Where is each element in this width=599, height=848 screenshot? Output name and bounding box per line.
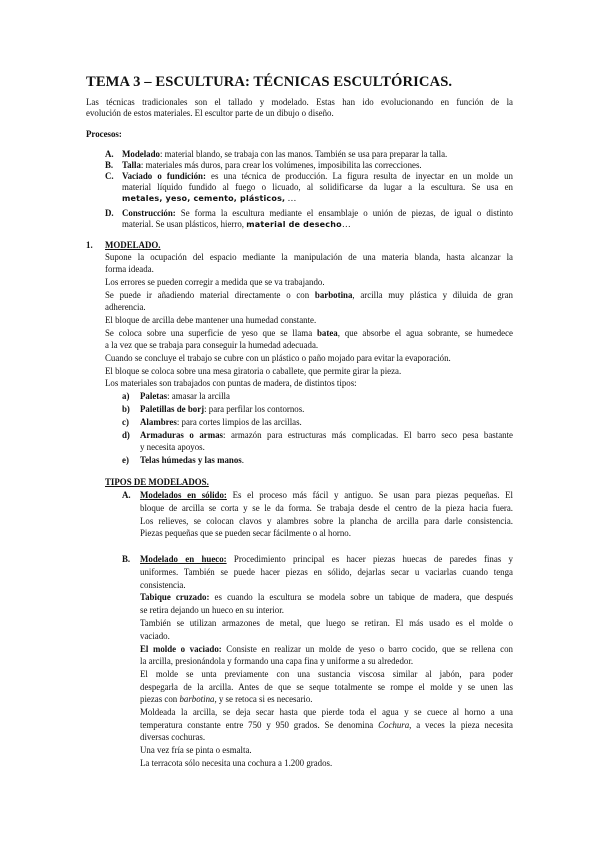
list-marker: C. — [105, 171, 114, 181]
list-marker: e) — [122, 455, 129, 465]
process-item-talla: Talla: materiales más duros, para crear los volúmenes, imposibilita las correcciones. — [122, 160, 422, 170]
process-item-vaciado-materials: metales, yeso, cemento, plásticos, … — [122, 193, 297, 203]
tool-item-alambres: Alambres: para cortes limpios de las arcillas. — [140, 417, 302, 427]
list-marker: b) — [122, 404, 130, 414]
tipo-hueco-line: consistencia. — [140, 580, 186, 590]
paragraph-line: adherencia. — [105, 302, 146, 312]
list-marker: a) — [122, 391, 130, 401]
tool-item-paletillas: Paletillas de borj: para perfilar los contornos. — [140, 404, 305, 414]
list-marker: B. — [105, 160, 114, 170]
molde-line: temperatura constante entre 750 y 950 grados. Se denomina Cochura, a veces la pieza necesita — [140, 720, 513, 730]
tool-item-telas: Telas húmedas y las manos. — [140, 455, 244, 465]
paragraph-line: Los errores se pueden corregir a medida que se va trabajando. — [105, 277, 325, 287]
process-item-construccion-cont: material. Se usan plásticos, hierro, material de desecho… — [122, 219, 351, 229]
tipo-solido-line: bloque de arcilla se corta y se le da forma. Se trabaja desde el centro de la pieza hacia fuera. — [140, 503, 513, 513]
process-item-vaciado-cont: material líquido fundido al fuego o licuado, al solidificarse da lugar a la escultura. Se usa en — [122, 182, 513, 192]
tabique-line: Tabique cruzado: es cuando la escultura se modela sobre un tabique de madera, que después — [140, 592, 513, 602]
tabique-line: se retira dejando un hueco en su interior. — [140, 605, 284, 615]
paragraph-line: El bloque se coloca sobre una mesa giratoria o caballete, que permite girar la pieza. — [105, 366, 402, 376]
section-number: 1. — [86, 240, 93, 250]
paragraph-line: Los materiales son trabajados con puntas de madera, de distintos tipos: — [105, 378, 357, 388]
paragraph-line: El bloque de arcilla debe mantener una humedad constante. — [105, 315, 317, 325]
paragraph-line: forma ideada. — [105, 264, 154, 274]
molde-line: despegarla de la arcilla. Antes de que se seque totalmente se rompe el molde y se unen las — [140, 682, 513, 692]
paragraph-line: Se puede ir añadiendo material directamente o con barbotina, arcilla muy plástica y diluida de gran — [105, 290, 513, 300]
section-heading-modelado: MODELADO. — [105, 240, 161, 250]
tool-item-paletas: Paletas: amasar la arcilla — [140, 391, 230, 401]
tipo-hueco-line: Modelado en hueco: Procedimiento principal es hacer piezas huecas de paredes finas y — [140, 554, 513, 564]
molde-line: La terracota sólo necesita una cochura a 1.200 grados. — [140, 758, 333, 768]
intro-line: evolución de estos materiales. El escultor parte de un dibujo o diseño. — [86, 108, 334, 118]
list-marker: A. — [122, 490, 131, 500]
paragraph-line: Cuando se concluye el trabajo se cubre con un plástico o paño mojado para evitar la evaporación. — [105, 353, 451, 363]
procesos-heading: Procesos: — [86, 129, 122, 139]
process-item-vaciado: Vaciado o fundición: es una técnica de producción. La figura resulta de inyectar en un molde un — [122, 171, 513, 181]
armazones-line: vaciado. — [140, 631, 170, 641]
list-marker: A. — [105, 149, 114, 159]
tipo-hueco-line: uniformes. También se puede hacer piezas en sólido, dejarlas secar u vaciarlas cuando tenga — [140, 567, 513, 577]
process-item-modelado: Modelado: material blando, se trabaja con las manos. También se usa para preparar la talla. — [122, 149, 448, 159]
list-marker: D. — [105, 208, 114, 218]
armazones-line: También se utilizan armazones de metal, que luego se retiran. El más usado es el molde o — [140, 618, 513, 628]
list-marker: c) — [122, 417, 129, 427]
page-title: TEMA 3 – ESCULTURA: TÉCNICAS ESCULTÓRICAS. — [86, 74, 453, 90]
paragraph-line: Se coloca sobre una superficie de yeso que se llama batea, que absorbe el agua sobrante, se humedece — [105, 328, 513, 338]
process-item-construccion: Construcción: Se forma la escultura mediante el ensamblaje o unión de piezas, de igual o distinto — [122, 208, 513, 218]
list-marker: B. — [122, 554, 131, 564]
list-marker: d) — [122, 430, 130, 440]
molde-line: diversas cochuras. — [140, 732, 206, 742]
intro-line: Las técnicas tradicionales son el tallado y modelado. Estas han ido evolucionando en función de la — [86, 97, 513, 107]
molde-line: Moldeada la arcilla, se deja secar hasta que pierde toda el agua y se cuece al horno a una — [140, 707, 513, 717]
molde-line: la arcilla, presionándola y formando una capa fina y uniforme a su alrededor. — [140, 656, 414, 666]
subsection-heading-tipos: TIPOS DE MODELADOS. — [105, 477, 209, 487]
paragraph-line: a la vez que se trabaja para conseguir la humedad adecuada. — [105, 340, 319, 350]
paragraph-line: Supone la ocupación del espacio mediante la manipulación de una materia blanda, hasta alcanzar la — [105, 252, 513, 262]
tipo-solido-line: Los relieves, se colocan clavos y alambres sobre la plancha de arcilla para darle consistencia. — [140, 516, 513, 526]
molde-line: El molde se unta previamente con una sustancia viscosa similar al jabón, para poder — [140, 669, 513, 679]
tool-item-armaduras: Armaduras o armas: armazón para estructuras más complicadas. El barro seco pesa bastante — [140, 430, 513, 440]
molde-line: piezas con barbotina, y se retoca si es necesario. — [140, 694, 313, 704]
tool-item-armaduras-cont: y necesita apoyos. — [140, 442, 205, 452]
tipo-solido-line: Modelados en sólido: Es el proceso más fácil y antiguo. Se usan para piezas pequeñas. El — [140, 490, 514, 500]
molde-line: El molde o vaciado: Consiste en realizar un molde de yeso o barro cocido, que se rellena con — [140, 644, 513, 654]
tipo-solido-line: Piezas pequeñas que se pueden secar fácilmente o al horno. — [140, 528, 351, 538]
molde-line: Una vez fría se pinta o esmalta. — [140, 745, 252, 755]
